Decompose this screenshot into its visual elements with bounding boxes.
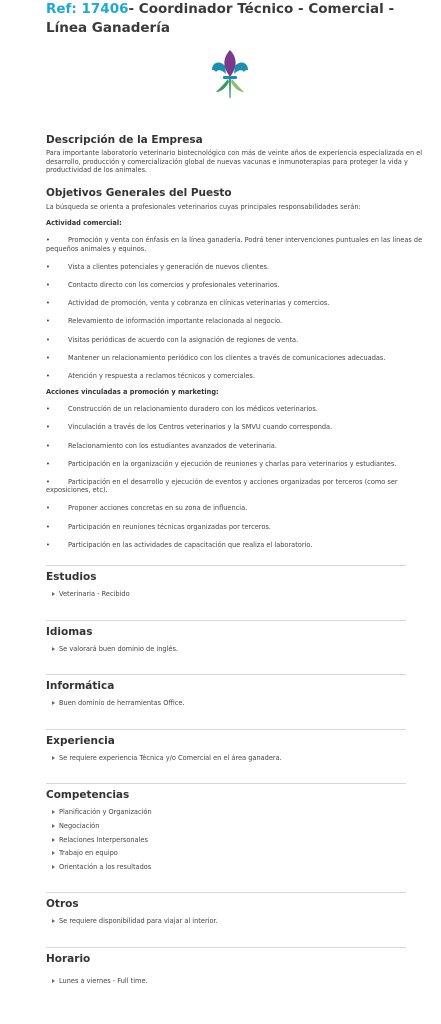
company-description-text: Para importante laboratorio veterinario biotecnológico con más de veinte años de experiencia especializada en el desarrollo, producción y comercialización global de nuevas vacunas e inmunoterapias para proteger la vida y productividad de los animales. [46, 149, 423, 175]
triangle-bullet-icon [52, 810, 55, 814]
section-heading: Idiomas [46, 625, 93, 638]
section-experiencia [46, 729, 406, 766]
job-title-text: - Coordinador Técnico - Comercial - Línea Ganadería [46, 1, 395, 36]
section-heading: Horario [46, 952, 91, 965]
list-item: • Contacto directo con los comercios y profesionales veterinarios. [46, 280, 280, 289]
triangle-bullet-icon [52, 851, 55, 855]
list-item: Veterinaria - Recibido [52, 588, 406, 602]
section-competencias [46, 783, 406, 874]
commercial-activity-list [46, 236, 423, 380]
list-item: • Participación en las actividades de capacitación que realiza el laboratorio. [46, 540, 313, 549]
job-reference: Ref: 17406 [46, 1, 129, 17]
list-item: Lunes a viernes - Full time. [52, 975, 406, 989]
list-item: • Relevamiento de información importante relacionada al negocio. [46, 317, 283, 326]
triangle-bullet-icon [52, 647, 55, 651]
section-heading: Otros [46, 898, 79, 911]
section-otros [46, 892, 406, 929]
list-item: Negociación [52, 820, 406, 834]
triangle-bullet-icon [52, 838, 55, 842]
section-heading: Informática [46, 680, 115, 693]
triangle-bullet-icon [52, 592, 55, 596]
triangle-bullet-icon [52, 919, 55, 923]
section-heading: Experiencia [46, 734, 115, 747]
marketing-actions-list [46, 405, 423, 549]
page-title [46, 0, 423, 38]
triangle-bullet-icon [52, 701, 55, 705]
list-item: Relaciones Interpersonales [52, 834, 406, 848]
section-estudios [46, 565, 406, 602]
list-item: Se valorará buen dominio de inglés. [52, 643, 406, 657]
triangle-bullet-icon [52, 824, 55, 828]
list-item: • Participación en la organización y ejecución de reuniones y charlas para veterinarios y estudiantes. [46, 459, 397, 468]
list-item: Orientación a los resultados [52, 861, 406, 875]
list-item: Planificación y Organización [52, 806, 406, 820]
list-item: Se requiere disponibilidad para viajar al interior. [52, 915, 406, 929]
commercial-activity-heading: Actividad comercial: [46, 219, 122, 228]
list-item: Buen dominio de herramientas Office. [52, 697, 406, 711]
objectives-heading: Objetivos Generales del Puesto [46, 186, 232, 199]
triangle-bullet-icon [52, 756, 55, 760]
fleur-de-lis-icon [210, 48, 250, 100]
list-item: • Participación en el desarrollo y ejecución de eventos y acciones organizadas por terceros (como ser exposiciones, etc). [46, 478, 398, 495]
list-item: • Vinculación a través de los Centros veterinarios y la SMVU cuando corresponda. [46, 423, 333, 432]
list-item: • Promoción y venta con énfasis en la línea ganadería. Podrá tener intervenciones puntuales en las líneas de pequeños animales y equinos. [46, 236, 423, 253]
list-item: • Construcción de un relacionamiento duradero con los médicos veterinarios. [46, 405, 318, 414]
objectives-intro: La búsqueda se orienta a profesionales veterinarios cuyas principales responsabilidades serán: [46, 202, 361, 211]
section-idiomas [46, 620, 406, 657]
triangle-bullet-icon [52, 865, 55, 869]
triangle-bullet-icon [52, 979, 55, 983]
section-heading: Estudios [46, 571, 97, 584]
company-description-heading: Descripción de la Empresa [46, 134, 203, 146]
marketing-actions-heading: Acciones vinculadas a promoción y marketing: [46, 388, 219, 397]
list-item: • Visitas periódicas de acuerdo con la asignación de regiones de venta. [46, 335, 299, 344]
section-informatica [46, 674, 406, 711]
list-item: Se requiere experiencia Técnica y/o Comercial en el área ganadera. [52, 752, 406, 766]
list-item: • Mantener un relacionamiento periódico con los clientes a través de comunicaciones adecuadas. [46, 353, 386, 362]
list-item: • Relacionamiento con los estudiantes avanzados de veterinaria. [46, 441, 277, 450]
section-horario [46, 947, 406, 989]
section-heading: Competencias [46, 789, 130, 802]
list-item: Trabajo en equipo [52, 847, 406, 861]
list-item: • Vista a clientes potenciales y generación de nuevos clientes. [46, 262, 270, 271]
list-item: • Atención y respuesta a reclamos técnicos y comerciales. [46, 372, 255, 380]
list-item: • Participación en reuniones técnicas organizadas por terceros. [46, 522, 271, 531]
list-item: • Proponer acciones concretas en su zona de influencia. [46, 504, 248, 513]
list-item: • Actividad de promoción, venta y cobranza en clínicas veterinarias y comercios. [46, 299, 330, 308]
